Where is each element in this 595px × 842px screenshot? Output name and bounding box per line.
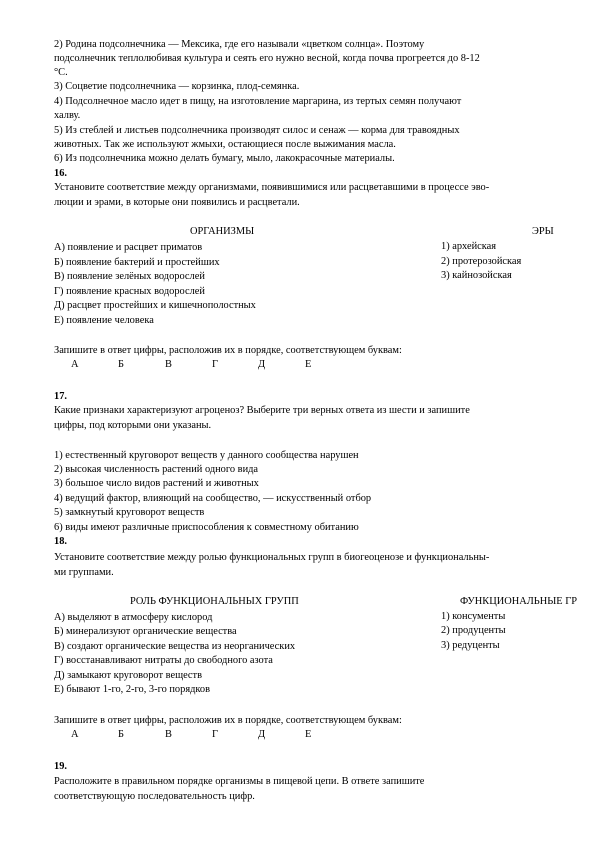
match-left-item: Б) появление бактерий и простейших (54, 257, 220, 268)
answer-letter: Д (258, 359, 266, 370)
match-right-item: 2) протерозойская (441, 256, 522, 267)
right-column-header: ФУНКЦИОНАЛЬНЫЕ ГР (460, 596, 578, 607)
answer-letter: Е (305, 729, 312, 740)
answer-letter: А (71, 729, 79, 740)
match-left-item: Е) бывают 1-го, 2-го, 3-го порядков (54, 684, 211, 695)
q15-line: 4) Подсолнечное масло идет в пищу, на изготовление маргарина, из тертых семян получают (54, 96, 462, 107)
question-text: цифры, под которыми они указаны. (54, 420, 212, 431)
answer-option: 6) виды имеют различные приспособления к совместному обитанию (54, 522, 359, 533)
q15-line: подсолнечник теплолюбивая культура и сеять его нужно весной, когда почва прогреется до 8-12 (54, 53, 480, 64)
match-left-item: Г) появление красных водорослей (54, 286, 205, 297)
answer-letter: Е (305, 359, 312, 370)
match-right-item: 1) консументы (441, 611, 506, 622)
match-right-item: 3) кайнозойская (441, 270, 512, 281)
match-left-item: Д) расцвет простейших и кишечнополостных (54, 300, 256, 311)
answer-prompt: Запишите в ответ цифры, расположив их в порядке, соответствующем буквам: (54, 715, 402, 726)
question-text: Установите соответствие между организмами, появившимися или расцветавшими в процессе эво- (54, 182, 490, 193)
match-left-item: Е) появление человека (54, 315, 154, 326)
question-text: Установите соответствие между ролью функциональных групп в биогеоценозе и функциональны- (54, 552, 490, 563)
question-text: Расположите в правильном порядке организмы в пищевой цепи. В ответе запишите (54, 776, 425, 787)
question-number: 18. (54, 536, 67, 547)
answer-option: 4) ведущий фактор, влияющий на сообщество, — искусственный отбор (54, 493, 372, 504)
answer-letter: Г (212, 359, 219, 370)
match-left-item: Б) минерализуют органические вещества (54, 626, 237, 637)
match-left-item: Д) замыкают круговорот веществ (54, 670, 202, 681)
question-text: ми группами. (54, 567, 114, 578)
q15-line: 2) Родина подсолнечника — Мексика, где его называли «цветком солнца». Поэтому (54, 39, 425, 50)
question-number: 16. (54, 168, 67, 179)
q15-line: °С. (54, 67, 68, 78)
left-column-header: РОЛЬ ФУНКЦИОНАЛЬНЫХ ГРУПП (130, 596, 299, 607)
answer-option: 3) большое число видов растений и животных (54, 478, 259, 489)
match-right-item: 1) архейская (441, 241, 497, 252)
answer-prompt: Запишите в ответ цифры, расположив их в порядке, соответствующем буквам: (54, 345, 402, 356)
match-right-item: 2) продуценты (441, 625, 506, 636)
q15-line: халву. (54, 110, 81, 121)
answer-option: 2) высокая численность растений одного вида (54, 464, 259, 475)
answer-letter: В (165, 729, 172, 740)
answer-letter: Д (258, 729, 266, 740)
answer-option: 1) естественный круговорот веществ у данного сообщества нарушен (54, 450, 359, 461)
question-text: люции и эрами, в которые они появились и расцветали. (54, 197, 300, 208)
match-left-item: В) появление зелёных водорослей (54, 271, 205, 282)
q15-line: 6) Из подсолнечника можно делать бумагу, мыло, лакокрасочные материалы. (54, 153, 395, 164)
match-left-item: Г) восстанавливают нитраты до свободного азота (54, 655, 273, 666)
match-left-item: А) выделяют в атмосферу кислород (54, 612, 213, 623)
answer-option: 5) замкнутый круговорот веществ (54, 507, 205, 518)
answer-letter: Б (118, 729, 124, 740)
q15-line: 3) Соцветие подсолнечника — корзинка, плод-семянка. (54, 81, 300, 92)
question-text: Какие признаки характеризуют агроценоз? Выберите три верных ответа из шести и запишите (54, 405, 470, 416)
q15-line: животных. Так же используют жмыхи, остающиеся после выжимания масла. (54, 139, 396, 150)
answer-letter: Г (212, 729, 219, 740)
question-number: 19. (54, 761, 67, 772)
answer-letter: Б (118, 359, 124, 370)
answer-letter: А (71, 359, 79, 370)
right-column-header: ЭРЫ (532, 226, 554, 237)
match-left-item: А) появление и расцвет приматов (54, 242, 203, 253)
match-right-item: 3) редуценты (441, 640, 500, 651)
match-left-item: В) создают органические вещества из неорганических (54, 641, 296, 652)
question-text: соответствующую последовательность цифр. (54, 791, 255, 802)
q15-line: 5) Из стеблей и листьев подсолнечника производят силос и сенаж — корма для травоядных (54, 125, 460, 136)
question-number: 17. (54, 391, 67, 402)
left-column-header: ОРГАНИЗМЫ (190, 226, 255, 237)
answer-letter: В (165, 359, 172, 370)
